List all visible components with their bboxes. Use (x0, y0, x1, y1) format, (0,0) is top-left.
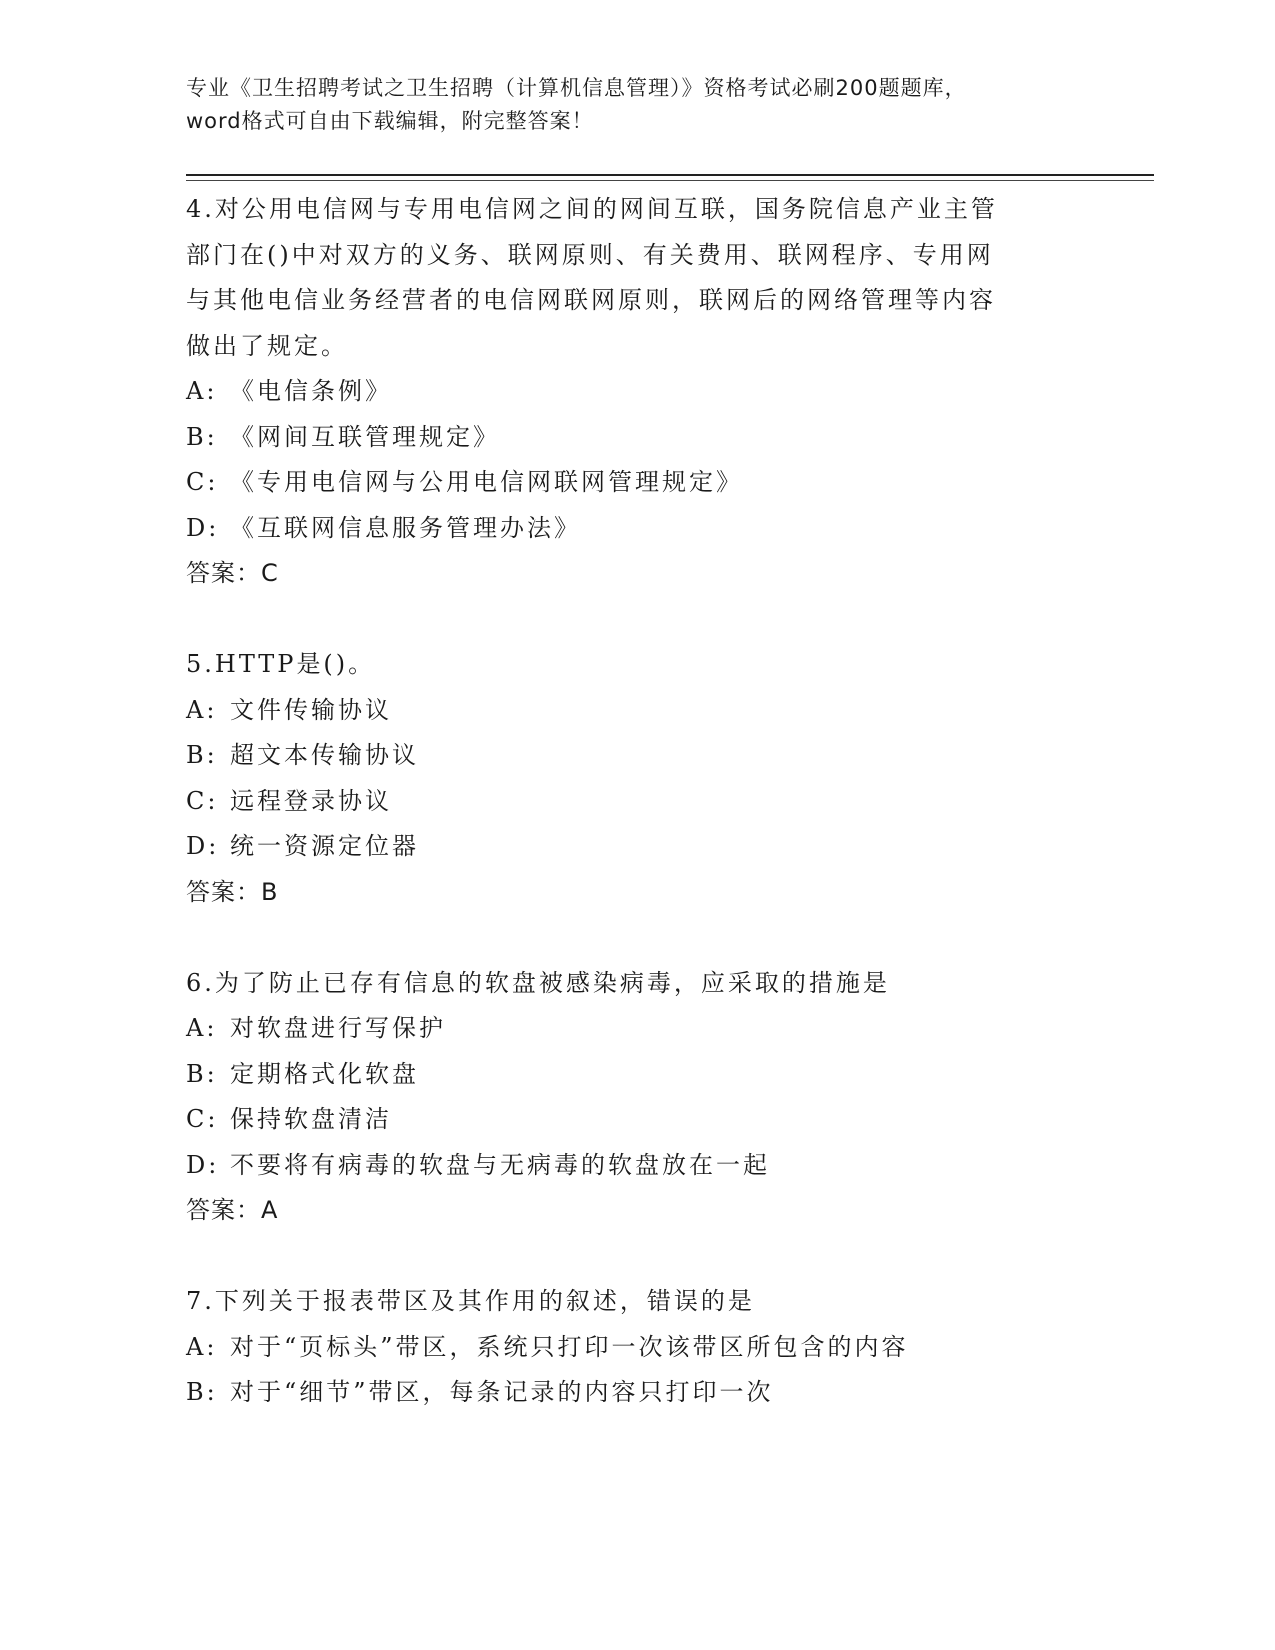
question-item (186, 961, 1086, 1234)
spacer (186, 915, 1086, 961)
option-letter: B: (186, 1059, 218, 1088)
option-letter: D: (186, 1150, 220, 1179)
option-letter: B: (186, 1378, 218, 1406)
option-b (186, 1370, 1086, 1416)
question-item (186, 187, 1086, 597)
option-text: 保持软盘清洁 (230, 1105, 392, 1133)
option-a (186, 1325, 1086, 1371)
option-text: 定期格式化软盘 (230, 1059, 419, 1088)
option-letter: C: (186, 468, 219, 496)
header-divider-thin (186, 180, 1154, 181)
answer-line: 答案：A (186, 1196, 279, 1224)
header-line-2: word格式可自由下载编辑，附完整答案！ (186, 109, 594, 133)
option-letter: C: (186, 786, 219, 815)
header-line-1: 专业《卫生招聘考试之卫生招聘（计算机信息管理）》资格考试必刷200题题库， (186, 76, 967, 100)
question-item (186, 1279, 1086, 1416)
option-letter: B: (186, 741, 218, 769)
option-text: 对于“页标头”带区，系统只打印一次该带区所包含的内容 (230, 1332, 909, 1361)
option-text: 《互联网信息服务管理办法》 (230, 513, 581, 542)
option-letter: A: (186, 1332, 218, 1361)
answer-line: 答案：C (186, 559, 279, 587)
question-stem-line: 部门在()中对双方的义务、联网原则、有关费用、联网程序、专用网 (186, 240, 994, 269)
spacer (186, 1234, 1086, 1280)
question-stem-line: 6.为了防止已存有信息的软盘被感染病毒，应采取的措施是 (186, 968, 890, 997)
question-stem-line: 与其他电信业务经营者的电信网联网原则，联网后的网络管理等内容 (186, 286, 996, 314)
option-b (186, 415, 1086, 461)
option-d (186, 1143, 1086, 1189)
option-a (186, 688, 1086, 734)
header-divider-thick (186, 174, 1154, 176)
option-a (186, 1006, 1086, 1052)
question-stem-line: 7.下列关于报表带区及其作用的叙述，错误的是 (186, 1287, 755, 1315)
option-d (186, 506, 1086, 552)
option-text: 不要将有病毒的软盘与无病毒的软盘放在一起 (230, 1150, 770, 1179)
option-c (186, 1097, 1086, 1143)
option-c (186, 460, 1086, 506)
option-letter: A: (186, 377, 218, 405)
option-text: 《电信条例》 (230, 377, 392, 405)
question-list (186, 187, 1086, 1416)
option-text: 《网间互联管理规定》 (230, 422, 500, 451)
question-stem-line: 4.对公用电信网与专用电信网之间的网间互联，国务院信息产业主管 (186, 195, 998, 223)
option-text: 文件传输协议 (230, 695, 392, 724)
option-a (186, 369, 1086, 415)
option-text: 远程登录协议 (230, 786, 392, 815)
option-letter: B: (186, 422, 218, 451)
question-stem-line: 5.HTTP是()。 (186, 650, 376, 678)
option-text: 对于“细节”带区，每条记录的内容只打印一次 (230, 1378, 774, 1406)
option-letter: A: (186, 1014, 218, 1042)
option-letter: D: (186, 513, 220, 542)
document-header (186, 72, 1086, 138)
option-text: 超文本传输协议 (230, 741, 419, 769)
option-text: 《专用电信网与公用电信网联网管理规定》 (230, 468, 743, 496)
option-b (186, 1052, 1086, 1098)
option-c (186, 779, 1086, 825)
spacer (186, 597, 1086, 643)
option-letter: A: (186, 695, 218, 724)
question-stem-line: 做出了规定。 (186, 331, 348, 360)
option-text: 对软盘进行写保护 (230, 1014, 446, 1042)
option-d (186, 824, 1086, 870)
option-b (186, 733, 1086, 779)
answer-line: 答案：B (186, 877, 279, 906)
option-text: 统一资源定位器 (230, 832, 419, 860)
option-letter: C: (186, 1105, 219, 1133)
option-letter: D: (186, 832, 220, 860)
question-item (186, 642, 1086, 915)
